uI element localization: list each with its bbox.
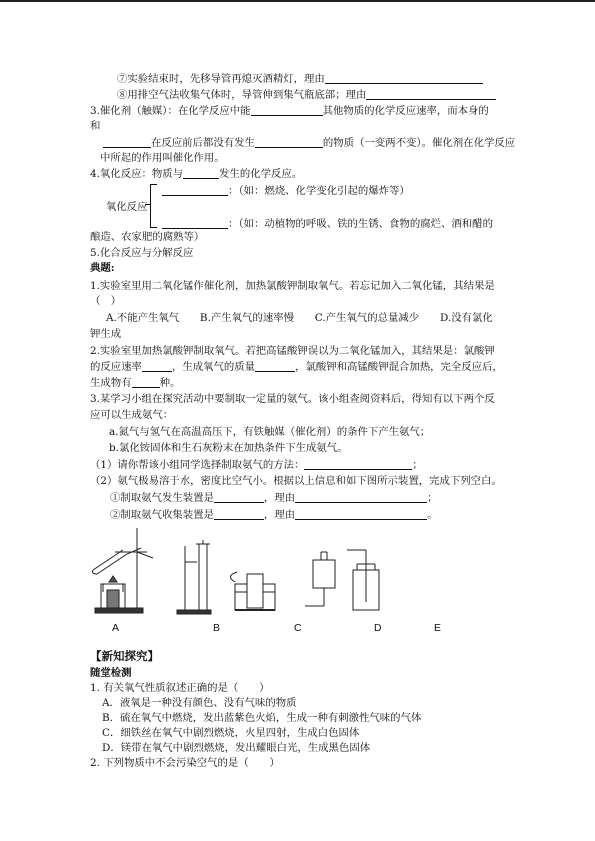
apparatus-b-icon [177, 540, 211, 614]
quiz-q1-option-a: A．液氧是一种没有颜色、没有气味的物质 [102, 697, 297, 709]
blank [304, 458, 412, 470]
line-8-text: ⑧用排空气法收集气体时，导管伸到集气瓶底部；理由 [117, 89, 367, 101]
oxidation-fast [162, 184, 410, 198]
catalyst-line1 [90, 104, 489, 118]
q3-text: ，理由 [263, 492, 296, 504]
q1-paren: （ ） [90, 295, 122, 307]
section-quiz: 随堂检测 [90, 667, 132, 679]
catalyst-line3 [103, 136, 515, 150]
q3-part1 [90, 458, 423, 472]
q3-item-a: a.氮气与氢气在高温高压下，有铁触媒（催化剂）的条件下产生氨气； [109, 426, 431, 438]
catalyst-text-d: 在反应前后都没有发生 [151, 137, 255, 149]
blank [214, 508, 264, 520]
q1-options-cont: 钾生成 [90, 328, 122, 340]
apparatus-c-icon [230, 572, 275, 610]
catalyst-text-e: 的物质（一变两不变）。催化剂在化学反应 [322, 137, 516, 149]
blank [295, 508, 427, 520]
top-rule [0, 0, 595, 2]
q2-line2 [90, 360, 503, 374]
figure-label-c: C [294, 623, 302, 634]
catalyst-text-b: 其他物质的化学反应速率，而本身的 [322, 105, 489, 117]
q3-text: （1）请你帮该小组同学选择制取氨气的方法： [90, 459, 305, 471]
q3-text: ①制取氨气发生装置是 [110, 492, 214, 504]
q3-text: ，理由 [263, 509, 296, 521]
apparatus-a-icon [93, 528, 154, 613]
apparatus-d-icon [305, 552, 335, 606]
blank [162, 217, 228, 229]
blank [132, 376, 160, 388]
blank [255, 136, 323, 148]
oxidation-label: 氧化反应 [106, 201, 148, 213]
oxidation-slow-text: ：（如：动植物的呼吸、铁的生锈、食物的腐烂、酒和醋的 [228, 218, 493, 230]
blank [295, 491, 427, 503]
q3-part2b [110, 508, 437, 522]
q2-text: 的反应速率 [90, 361, 142, 373]
q3-stem-cont: 应可以生成氨气： [90, 409, 174, 421]
q3-text: ； [412, 459, 423, 471]
oxidation-fast-text: ：（如：燃烧、化学变化引起的爆炸等） [228, 185, 410, 197]
catalyst-line4: 中所起的作用叫催化作用。 [100, 152, 225, 164]
blank [214, 491, 264, 503]
blank [366, 88, 496, 100]
q3-stem: 3.某学习小组在探究活动中要制取一定量的氨气。该小组查阅资料后，得知有以下两个反 [90, 393, 495, 405]
oxidation-text-a: 4.氧化反应：物质与 [90, 168, 184, 180]
blank [255, 360, 295, 372]
figure-label-b: B [213, 623, 220, 634]
quiz-q2: 2. 下列物质中不会污染空气的是（ ） [90, 757, 280, 769]
line-8 [117, 88, 496, 102]
blank [325, 72, 483, 84]
line-7-text: ⑦实验结束时，先移导管再熄灭酒精灯，理由 [117, 73, 325, 85]
figure-label-d: D [374, 623, 382, 634]
combination-line: 5.化合反应与分解反应 [90, 247, 194, 259]
apparatus-drawing [85, 522, 385, 617]
q1-options: A.不能产生氧气 B.产生氧气的速率慢 C.产生氧气的总量减少 D.没有氯化 [106, 312, 493, 324]
q2-line3 [90, 376, 180, 390]
figure-label-a: A [112, 623, 119, 634]
blank [183, 167, 219, 179]
q3-text: 。 [427, 509, 438, 521]
line-7 [117, 72, 483, 86]
section-new-knowledge: 【新知探究】 [90, 649, 159, 663]
quiz-q1: 1. 有关氧气性质叙述正确的是（ ） [90, 682, 270, 694]
section-typical-questions: 典题: [90, 262, 115, 274]
q1-stem: 1.实验室里用二氧化锰作催化剂，加热氯酸钾制取氧气。若忘记加入二氧化锰，其结果是 [90, 280, 495, 292]
catalyst-line2: 和 [90, 120, 101, 132]
q3-part2a [110, 491, 437, 505]
brace-icon [150, 184, 159, 228]
q2-text: 种。 [159, 377, 181, 389]
q3-part2: （2）氨气极易溶于水，密度比空气小。根据以上信息和如下图所示装置，完成下列空白。 [90, 475, 502, 487]
oxidation-line [90, 167, 302, 181]
oxidation-slow [162, 217, 493, 231]
quiz-q1-option-b: B．硫在氧气中燃烧，发出蓝紫色火焰，生成一种有刺激性气味的气体 [102, 712, 422, 724]
oxidation-text-b: 发生的化学反应。 [219, 168, 303, 180]
oxidation-slow-cont: 酿造、农家肥的腐熟等） [90, 231, 205, 243]
quiz-q1-option-c: C．细铁丝在氧气中剧烈燃烧，火星四射，生成白色固体 [102, 727, 360, 739]
q2-text: 生成物有 [90, 377, 132, 389]
apparatus-e-icon [347, 550, 379, 610]
blank [142, 360, 172, 372]
q2-text: ，生成氧气的质量 [171, 361, 256, 373]
figure-label-e: E [434, 623, 441, 634]
q3-text: ②制取氨气收集装置是 [110, 509, 214, 521]
q2-stem: 2.实验室里加热氯酸钾制取氧气。若把高锰酸钾误以为二氧化锰加入，其结果是：氯酸钾 [90, 345, 495, 357]
quiz-q1-option-d: D．镁带在氧气中剧烈燃烧，发出耀眼白光，生成黑色固体 [102, 742, 371, 754]
apparatus-figure [85, 522, 385, 621]
q3-item-b: b.氯化铵固体和生石灰粉末在加热条件下生成氨气。 [109, 442, 348, 454]
q2-text: ，氯酸钾和高锰酸钾混合加热，完全反应后， [295, 361, 503, 373]
catalyst-text-a: 3.催化剂（触媒）：在化学反应中能 [90, 105, 251, 117]
q3-text: ； [427, 492, 438, 504]
blank [162, 184, 228, 196]
blank [251, 104, 323, 116]
blank [103, 136, 151, 148]
